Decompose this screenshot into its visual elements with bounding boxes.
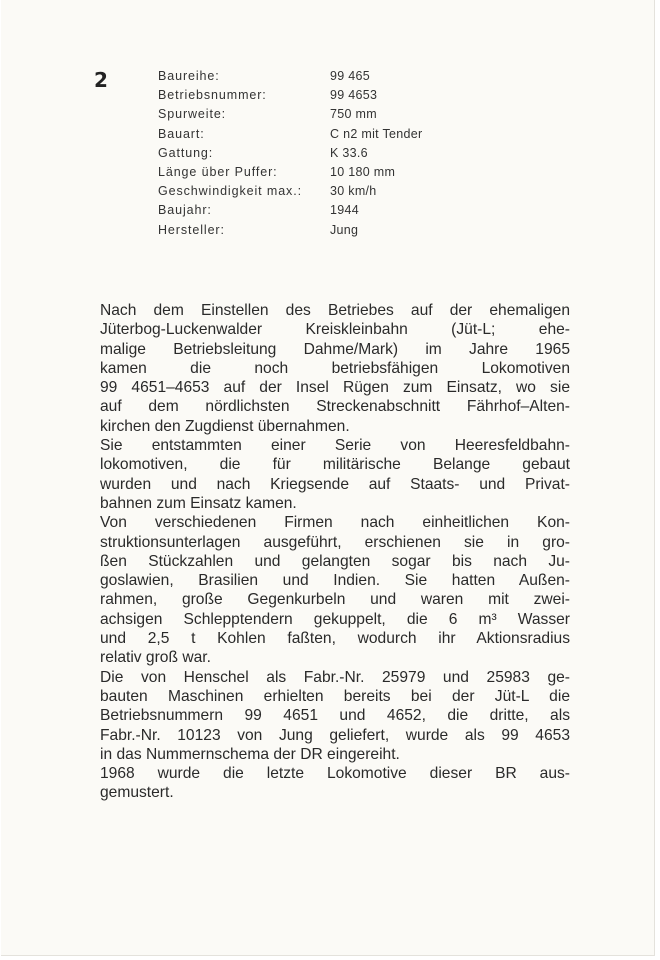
- spec-row: [158, 182, 478, 201]
- description-line: bahnen zum Einsatz kamen.: [100, 494, 297, 512]
- description-line: malige Betriebsleitung Dahme/Mark) im Jahre 1965: [100, 340, 570, 358]
- description-line: Von verschiedenen Firmen nach einheitlichen Kon-: [100, 514, 570, 532]
- description-line: wurden und nach Kriegsende auf Staats- und Privat-: [100, 475, 570, 493]
- description-line: Sie entstammten einer Serie von Heeresfeldbahn-: [100, 437, 570, 455]
- spec-label: Länge über Puffer:: [158, 164, 278, 179]
- spec-label: Gattung:: [158, 145, 214, 160]
- spec-value: 10 180 mm: [330, 164, 396, 179]
- spec-value: Jung: [330, 222, 359, 237]
- description-line: Jüterbog-Luckenwalder Kreiskleinbahn (Jüt-L; ehe-: [100, 321, 570, 339]
- description-line: rahmen, große Gegenkurbeln und waren mit zwei-: [100, 591, 570, 609]
- spec-label: Baureihe:: [158, 69, 220, 83]
- description-line: achsigen Schlepptendern gekuppelt, die 6 m³ Wasser: [100, 610, 570, 628]
- spec-value: 30 km/h: [330, 184, 377, 199]
- spec-value: 750 mm: [330, 107, 377, 122]
- spec-row: [158, 201, 478, 220]
- description-line: 99 4651–4653 auf der Insel Rügen zum Einsatz, wo sie: [100, 379, 570, 397]
- spec-value: C n2 mit Tender: [330, 126, 423, 141]
- spec-row: [158, 221, 478, 240]
- description-line: lokomotiven, die für militärische Belange gebaut: [100, 456, 570, 474]
- card-number: 2: [94, 68, 108, 92]
- spec-label: Betriebsnummer:: [158, 88, 267, 103]
- spec-row: [158, 105, 478, 124]
- spec-label: Geschwindigkeit max.:: [158, 184, 302, 199]
- spec-table: [158, 67, 478, 240]
- description-line: kirchen den Zugdienst übernahmen.: [100, 417, 350, 435]
- description-line: goslawien, Brasilien und Indien. Sie hatten Außen-: [100, 572, 570, 590]
- postcard-back: [1, 0, 655, 956]
- description-line: Fabr.-Nr. 10123 von Jung geliefert, wurde als 99 4653: [100, 726, 570, 744]
- spec-value: 1944: [330, 203, 360, 218]
- spec-row: [158, 144, 478, 163]
- description-line: in das Nummernschema der DR eingereiht.: [100, 745, 400, 763]
- spec-row: [158, 163, 478, 182]
- description-line: ßen Stückzahlen und gelangten sogar bis nach Ju-: [100, 552, 570, 570]
- spec-value: K 33.6: [330, 145, 368, 160]
- description-line: Nach dem Einstellen des Betriebes auf der ehemaligen: [100, 302, 570, 319]
- spec-label: Bauart:: [158, 126, 205, 141]
- description-line: bauten Maschinen erhielten bereits bei der Jüt-L die: [100, 687, 570, 705]
- description-line: und 2,5 t Kohlen faßten, wodurch ihr Aktionsradius: [100, 630, 570, 648]
- description-line: 1968 wurde die letzte Lokomotive dieser BR aus-: [100, 765, 570, 783]
- description-text: [100, 301, 570, 803]
- spec-row: [158, 125, 478, 144]
- spec-value: 99 465: [330, 69, 371, 83]
- description-line: Die von Henschel als Fabr.-Nr. 25979 und 25983 ge-: [100, 668, 570, 686]
- spec-row: [158, 67, 478, 86]
- description-line: kamen die noch betriebsfähigen Lokomotiven: [100, 359, 570, 377]
- description-line: gemustert.: [100, 784, 174, 802]
- spec-label: Spurweite:: [158, 107, 227, 122]
- description-line: auf dem nördlichsten Streckenabschnitt Fährhof–Alten-: [100, 398, 570, 416]
- spec-label: Hersteller:: [158, 222, 225, 237]
- spec-label: Baujahr:: [158, 203, 212, 218]
- description-line: struktionsunterlagen ausgeführt, erschienen sie in gro-: [100, 533, 570, 551]
- spec-row: [158, 86, 478, 105]
- description-line: Betriebsnummern 99 4651 und 4652, die dritte, als: [100, 707, 570, 725]
- description-line: relativ groß war.: [100, 649, 211, 667]
- spec-value: 99 4653: [330, 88, 378, 103]
